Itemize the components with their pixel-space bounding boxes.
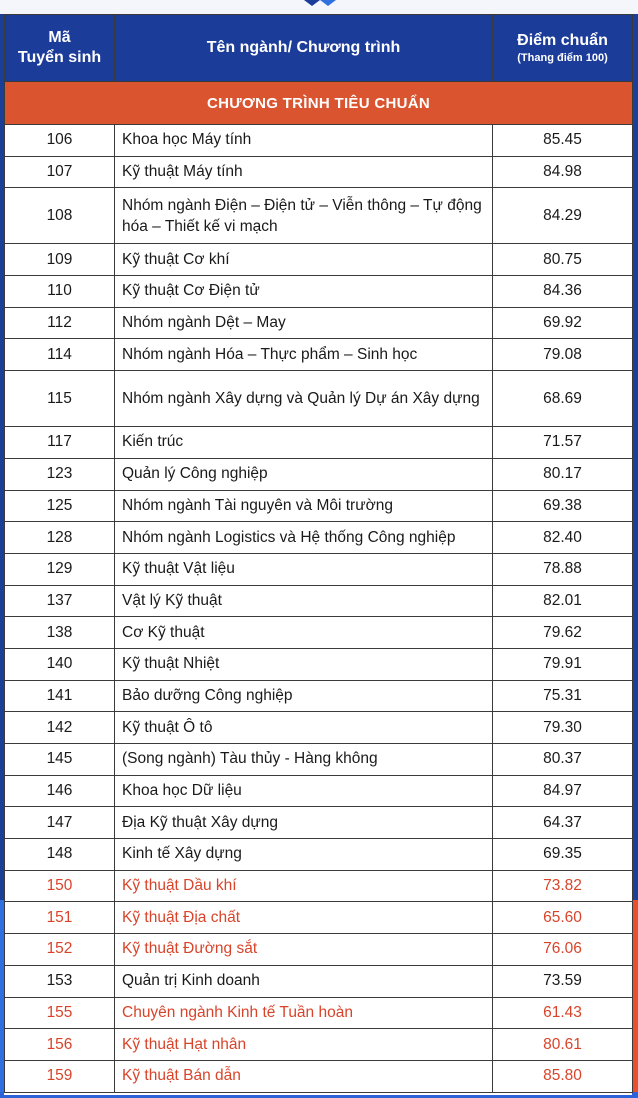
code-cell: 153 [5,965,115,997]
score-cell: 61.43 [493,997,633,1029]
header-code-line1: Mã [48,29,71,46]
score-cell: 84.36 [493,276,633,308]
table-row [5,744,633,776]
logo-mark-icon [300,0,340,6]
code-cell: 108 [5,188,115,244]
code-cell: 156 [5,1029,115,1061]
admission-score-table [4,14,633,1093]
program-name-cell: Nhóm ngành Xây dựng và Quản lý Dự án Xây dựng [115,371,493,427]
score-cell: 84.98 [493,156,633,188]
program-name-cell: Cơ Kỹ thuật [115,617,493,649]
score-cell: 64.37 [493,807,633,839]
program-name-cell: Nhóm ngành Dệt – May [115,307,493,339]
code-cell: 140 [5,648,115,680]
section-title: CHƯƠNG TRÌNH TIÊU CHUẨN [5,82,633,125]
score-cell: 69.92 [493,307,633,339]
code-cell: 142 [5,712,115,744]
code-cell: 137 [5,585,115,617]
score-cell: 68.69 [493,371,633,427]
code-cell: 152 [5,934,115,966]
table-row [5,371,633,427]
score-cell: 79.62 [493,617,633,649]
code-cell: 150 [5,870,115,902]
table-row [5,648,633,680]
code-cell: 110 [5,276,115,308]
score-cell: 79.91 [493,648,633,680]
code-cell: 115 [5,371,115,427]
program-name-cell: Kỹ thuật Nhiệt [115,648,493,680]
program-name-cell: Quản trị Kinh doanh [115,965,493,997]
code-cell: 128 [5,522,115,554]
table-row [5,870,633,902]
header-code-line2: Tuyển sinh [17,49,102,66]
table-row [5,902,633,934]
program-name-cell: Khoa học Dữ liệu [115,775,493,807]
code-cell: 151 [5,902,115,934]
table-row [5,125,633,157]
program-name-cell: Vật lý Kỹ thuật [115,585,493,617]
table-row [5,934,633,966]
score-cell: 69.38 [493,490,633,522]
code-cell: 106 [5,125,115,157]
code-cell: 155 [5,997,115,1029]
program-name-cell: Khoa học Máy tính [115,125,493,157]
code-cell: 109 [5,244,115,276]
table-row [5,807,633,839]
program-name-cell: Kỹ thuật Đường sắt [115,934,493,966]
table-row [5,307,633,339]
program-name-cell: Nhóm ngành Tài nguyên và Môi trường [115,490,493,522]
code-cell: 138 [5,617,115,649]
header-code [5,15,115,82]
table-row [5,585,633,617]
score-cell: 84.97 [493,775,633,807]
program-name-cell: Kỹ thuật Ô tô [115,712,493,744]
table-row [5,188,633,244]
table-row [5,490,633,522]
program-name-cell: Chuyên ngành Kinh tế Tuần hoàn [115,997,493,1029]
score-cell: 85.45 [493,125,633,157]
program-name-cell: (Song ngành) Tàu thủy - Hàng không [115,744,493,776]
program-name-cell: Quản lý Công nghiệp [115,458,493,490]
program-name-cell: Kiến trúc [115,427,493,459]
table-row [5,1029,633,1061]
header-score-label: Điểm chuẩn [517,32,608,49]
table-header [5,15,633,82]
table-row [5,244,633,276]
code-cell: 107 [5,156,115,188]
table-row [5,680,633,712]
score-cell: 80.75 [493,244,633,276]
program-name-cell: Kỹ thuật Máy tính [115,156,493,188]
header-score-scale: (Thang điểm 100) [517,52,608,64]
score-cell: 79.08 [493,339,633,371]
score-cell: 80.61 [493,1029,633,1061]
program-name-cell: Kỹ thuật Cơ Điện tử [115,276,493,308]
code-cell: 129 [5,553,115,585]
table-row [5,458,633,490]
code-cell: 141 [5,680,115,712]
score-cell: 82.40 [493,522,633,554]
program-name-cell: Nhóm ngành Điện – Điện tử – Viễn thông – Tự động hóa – Thiết kế vi mạch [115,188,493,244]
program-name-cell: Nhóm ngành Hóa – Thực phẩm – Sinh học [115,339,493,371]
code-cell: 125 [5,490,115,522]
table-row [5,427,633,459]
program-name-cell: Kỹ thuật Vật liệu [115,553,493,585]
score-cell: 73.59 [493,965,633,997]
score-cell: 71.57 [493,427,633,459]
score-cell: 79.30 [493,712,633,744]
table-row [5,553,633,585]
score-cell: 82.01 [493,585,633,617]
table-row [5,965,633,997]
score-cell: 75.31 [493,680,633,712]
code-cell: 147 [5,807,115,839]
code-cell: 117 [5,427,115,459]
header-score [493,15,633,82]
program-name-cell: Nhóm ngành Logistics và Hệ thống Công nghiệp [115,522,493,554]
table-row [5,522,633,554]
section-row [5,82,633,125]
table-row [5,156,633,188]
score-cell: 84.29 [493,188,633,244]
program-name-cell: Kỹ thuật Địa chất [115,902,493,934]
table-row [5,997,633,1029]
score-cell: 69.35 [493,839,633,871]
table-body [5,82,633,1093]
score-cell: 85.80 [493,1060,633,1092]
program-name-cell: Kỹ thuật Hạt nhân [115,1029,493,1061]
program-name-cell: Kinh tế Xây dựng [115,839,493,871]
program-name-cell: Kỹ thuật Dầu khí [115,870,493,902]
score-cell: 78.88 [493,553,633,585]
table-row [5,276,633,308]
program-name-cell: Bảo dưỡng Công nghiệp [115,680,493,712]
score-cell: 73.82 [493,870,633,902]
code-cell: 159 [5,1060,115,1092]
table-row [5,775,633,807]
table-row [5,339,633,371]
code-cell: 148 [5,839,115,871]
score-cell: 80.17 [493,458,633,490]
header-program-name: Tên ngành/ Chương trình [115,15,493,82]
code-cell: 112 [5,307,115,339]
code-cell: 145 [5,744,115,776]
code-cell: 114 [5,339,115,371]
table-row [5,617,633,649]
code-cell: 146 [5,775,115,807]
score-cell: 76.06 [493,934,633,966]
program-name-cell: Kỹ thuật Cơ khí [115,244,493,276]
score-cell: 80.37 [493,744,633,776]
program-name-cell: Kỹ thuật Bán dẫn [115,1060,493,1092]
table-row [5,712,633,744]
table-row [5,1060,633,1092]
table-row [5,839,633,871]
score-cell: 65.60 [493,902,633,934]
admission-score-sheet [4,14,632,1095]
code-cell: 123 [5,458,115,490]
program-name-cell: Địa Kỹ thuật Xây dựng [115,807,493,839]
